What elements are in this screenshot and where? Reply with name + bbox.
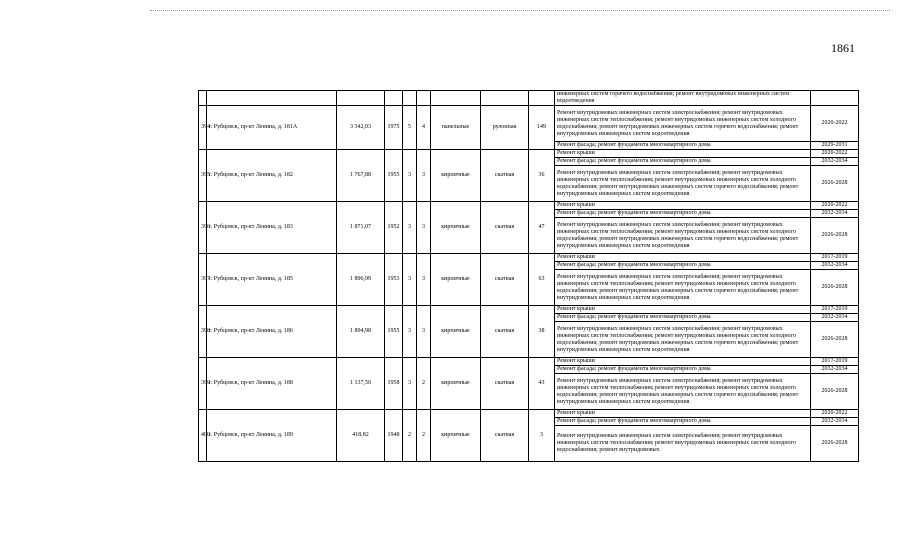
table-row xyxy=(199,410,859,418)
work-period: 2032-2034 xyxy=(811,314,859,322)
wall-material: кирпичные xyxy=(431,358,481,410)
roof-type: скатная xyxy=(481,410,529,462)
table-row xyxy=(199,150,859,158)
work-period: 2026-2028 xyxy=(811,426,859,462)
apartments: 47 xyxy=(529,202,555,254)
work-period: 2026-2028 xyxy=(811,218,859,254)
work-period: 2032-2034 xyxy=(811,210,859,218)
entrances: 4 xyxy=(417,106,431,150)
cell-empty xyxy=(207,91,337,106)
apartments: 3 xyxy=(529,410,555,462)
cell-empty xyxy=(337,91,385,106)
address: г. Рубцовск, пр-кт Ленина, д. 183 xyxy=(207,202,337,254)
row-number: 399 xyxy=(199,358,207,410)
roof-type: скатная xyxy=(481,358,529,410)
row-number: 400 xyxy=(199,410,207,462)
table-row xyxy=(199,202,859,210)
housing-repair-table xyxy=(198,90,859,462)
roof-type: скатная xyxy=(481,202,529,254)
cell-empty xyxy=(385,91,403,106)
work-description: Ремонт внутридомовых инженерных систем электроснабжения; ремонт внутридомовых инженерных систем теплоснабжения; ремонт внутридомовых инженерных систем холодного водоснабжения; ремонт внутридомовых инженерных систем горячего водоснабжения; ремонт внутридомовых инженерных систем водоотведения xyxy=(555,322,811,358)
work-description: инженерных систем горячего водоснабжения; ремонт внутридомовых инженерных систем водоотведения xyxy=(555,91,811,106)
cell-empty xyxy=(403,91,417,106)
entrances: 3 xyxy=(417,150,431,202)
address: г. Рубцовск, пр-кт Ленина, д. 181А xyxy=(207,106,337,150)
entrances: 3 xyxy=(417,202,431,254)
work-period: 2032-2034 xyxy=(811,418,859,426)
work-description: Ремонт фасада; ремонт фундамента многоквартирного дома xyxy=(555,314,811,322)
wall-material: панельные xyxy=(431,106,481,150)
wall-material: кирпичные xyxy=(431,410,481,462)
total-area: 1 896,99 xyxy=(337,254,385,306)
cell-empty xyxy=(481,91,529,106)
floors: 2 xyxy=(403,410,417,462)
roof-type: скатная xyxy=(481,254,529,306)
work-description: Ремонт фасада; ремонт фундамента многоквартирного дома xyxy=(555,210,811,218)
address: г. Рубцовск, пр-кт Ленина, д. 189 xyxy=(207,410,337,462)
apartments: 38 xyxy=(529,306,555,358)
total-area: 3 342,03 xyxy=(337,106,385,150)
work-period: 2029-2031 xyxy=(811,142,859,150)
wall-material: кирпичные xyxy=(431,150,481,202)
roof-type: скатная xyxy=(481,306,529,358)
row-number: 396 xyxy=(199,202,207,254)
work-description: Ремонт внутридомовых инженерных систем электроснабжения; ремонт внутридомовых инженерных систем теплоснабжения; ремонт внутридомовых инженерных систем холодного водоснабжения; ремонт внутридомовых инженерных систем горячего водоснабжения; ремонт внутридомовых инженерных систем водоотведения xyxy=(555,218,811,254)
floors: 3 xyxy=(403,306,417,358)
work-period: 2032-2034 xyxy=(811,158,859,166)
work-period: 2026-2028 xyxy=(811,374,859,410)
work-period: 2026-2028 xyxy=(811,270,859,306)
work-description: Ремонт крыши xyxy=(555,150,811,158)
floors: 3 xyxy=(403,150,417,202)
work-description: Ремонт крыши xyxy=(555,306,811,314)
total-area: 418,82 xyxy=(337,410,385,462)
apartments: 43 xyxy=(529,358,555,410)
row-number: 397 xyxy=(199,254,207,306)
table-row xyxy=(199,106,859,142)
work-description: Ремонт внутридомовых инженерных систем электроснабжения; ремонт внутридомовых инженерных систем теплоснабжения; ремонт внутридомовых инженерных систем холодного водоснабжения; ремонт внутридомовых инженерных систем горячего водоснабжения; ремонт внутридомовых инженерных систем водоотведения xyxy=(555,166,811,202)
entrances: 3 xyxy=(417,306,431,358)
cell-empty xyxy=(199,91,207,106)
build-year: 1958 xyxy=(385,358,403,410)
table-row xyxy=(199,254,859,262)
wall-material: кирпичные xyxy=(431,254,481,306)
entrances: 2 xyxy=(417,358,431,410)
build-year: 1955 xyxy=(385,150,403,202)
work-description: Ремонт фасада; ремонт фундамента многоквартирного дома xyxy=(555,142,811,150)
work-period: 2017-2019 xyxy=(811,306,859,314)
address: г. Рубцовск, пр-кт Ленина, д. 186 xyxy=(207,306,337,358)
address: г. Рубцовск, пр-кт Ленина, д. 185 xyxy=(207,254,337,306)
table-row xyxy=(199,306,859,314)
work-period: 2032-2034 xyxy=(811,262,859,270)
work-description: Ремонт фасада; ремонт фундамента многоквартирного дома xyxy=(555,366,811,374)
work-description: Ремонт фасада; ремонт фундамента многоквартирного дома xyxy=(555,158,811,166)
build-year: 1953 xyxy=(385,254,403,306)
work-description: Ремонт внутридомовых инженерных систем электроснабжения; ремонт внутридомовых инженерных систем теплоснабжения; ремонт внутридомовых инженерных систем холодного водоснабжения; ремонт внутридомовых инженерных систем горячего водоснабжения; ремонт внутридомовых инженерных систем водоотведения xyxy=(555,106,811,142)
page-number: 1861 xyxy=(831,41,855,55)
cell-empty xyxy=(417,91,431,106)
build-year: 1955 xyxy=(385,306,403,358)
build-year: 1975 xyxy=(385,106,403,150)
wall-material: кирпичные xyxy=(431,202,481,254)
row-number: 394 xyxy=(199,106,207,150)
floors: 3 xyxy=(403,202,417,254)
floors: 3 xyxy=(403,358,417,410)
total-area: 1 871,07 xyxy=(337,202,385,254)
row-number: 395 xyxy=(199,150,207,202)
roof-type: скатная xyxy=(481,150,529,202)
continuation-row xyxy=(199,91,859,106)
floors: 5 xyxy=(403,106,417,150)
work-description: Ремонт крыши xyxy=(555,410,811,418)
work-period: 2020-2022 xyxy=(811,410,859,418)
apartments: 63 xyxy=(529,254,555,306)
cell-empty xyxy=(811,91,859,106)
address: г. Рубцовск, пр-кт Ленина, д. 182 xyxy=(207,150,337,202)
row-number: 398 xyxy=(199,306,207,358)
work-period: 2017-2019 xyxy=(811,358,859,366)
work-description: Ремонт фасада; ремонт фундамента многоквартирного дома xyxy=(555,418,811,426)
build-year: 1948 xyxy=(385,410,403,462)
work-period: 2032-2034 xyxy=(811,366,859,374)
wall-material: кирпичные xyxy=(431,306,481,358)
build-year: 1952 xyxy=(385,202,403,254)
work-period: 2017-2019 xyxy=(811,254,859,262)
work-description: Ремонт внутридомовых инженерных систем электроснабжения; ремонт внутридомовых инженерных систем теплоснабжения; ремонт внутридомовых инженерных систем холодного водоснабжения; ремонт внутридомовых инженерных систем горячего водоснабжения; ремонт внутридомовых инженерных систем водоотведения xyxy=(555,270,811,306)
table-row xyxy=(199,358,859,366)
work-period: 2020-2022 xyxy=(811,150,859,158)
work-description: Ремонт крыши xyxy=(555,202,811,210)
work-description: Ремонт крыши xyxy=(555,254,811,262)
roof-type: рулонная xyxy=(481,106,529,150)
cell-empty xyxy=(431,91,481,106)
work-period: 2020-2022 xyxy=(811,106,859,142)
total-area: 1 894,98 xyxy=(337,306,385,358)
work-period: 2026-2028 xyxy=(811,322,859,358)
entrances: 3 xyxy=(417,254,431,306)
work-description: Ремонт внутридомовых инженерных систем электроснабжения; ремонт внутридомовых инженерных систем теплоснабжения; ремонт внутридомовых инженерных систем холодного водоснабжения; ремонт внутридомовых xyxy=(555,426,811,462)
entrances: 2 xyxy=(417,410,431,462)
scan-artifact-line xyxy=(150,10,890,11)
work-description: Ремонт внутридомовых инженерных систем электроснабжения; ремонт внутридомовых инженерных систем теплоснабжения; ремонт внутридомовых инженерных систем холодного водоснабжения; ремонт внутридомовых инженерных систем горячего водоснабжения; ремонт внутридомовых инженерных систем водоотведения xyxy=(555,374,811,410)
floors: 3 xyxy=(403,254,417,306)
total-area: 1 767,88 xyxy=(337,150,385,202)
apartments: 36 xyxy=(529,150,555,202)
work-description: Ремонт фасада; ремонт фундамента многоквартирного дома xyxy=(555,262,811,270)
total-area: 1 137,50 xyxy=(337,358,385,410)
work-period: 2026-2028 xyxy=(811,166,859,202)
cell-empty xyxy=(529,91,555,106)
address: г. Рубцовск, пр-кт Ленина, д. 188 xyxy=(207,358,337,410)
work-period: 2020-2022 xyxy=(811,202,859,210)
work-description: Ремонт крыши xyxy=(555,358,811,366)
apartments: 149 xyxy=(529,106,555,150)
